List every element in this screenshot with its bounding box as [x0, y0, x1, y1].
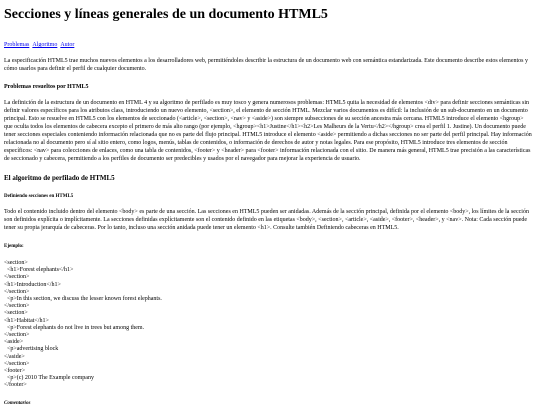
algorithm-paragraph: Todo el contenido incluido dentro del elemento <body> es parte de una sección. Las secciones en HTML5 pueden ser anidadas. Además de la sección principal, definida por el elemento <body>, los límites de la sección son definidos explícita o implícitamente. La secciones definidas explícitamente son el contenido definido en las etiquetas <body>, <section>, <article>, <aside>, <footer>, <header>, y <nav>. Nota: Cada sección puede tener su propia jerarquía de cabeceras. Por lo tanto, incluso una sección anidada puede tener un elemento <h1>. Consulte también Definiendo cabeceras en HTML5.	[4, 209, 529, 231]
nav-link-problems[interactable]: Problemas	[4, 42, 30, 48]
intro-paragraph: La especificación HTML5 trae muchos nuevos elementos a los desarrolladores web, permitiéndoles describir la estructura de un documento web con semántica estandarizada. Este documento describe estos elementos y cómo usarlos para definir el perfil de cualquier documento.	[4, 58, 528, 72]
example-label: Ejemplo:	[4, 244, 24, 249]
algorithm-heading: El algoritmo de perfilado de HTML5	[4, 174, 115, 182]
nav-link-author[interactable]: Autor	[60, 42, 75, 48]
comments-heading: Comentarios	[4, 400, 31, 406]
defining-sections-heading: Definiendo secciones en HTML5	[4, 194, 74, 199]
nav-links	[4, 41, 532, 49]
nav-link-algorithm[interactable]: Algoritmo	[32, 42, 58, 48]
problems-paragraph: La definición de la estructura de un documento en HTML 4 y su algoritmo de perfilado es muy tosco y genera numerosos problemas: HTML5 quita la necesidad de elementos <div> para definir secciones semánticas sin definir valores específicos para los atributos class, introduciendo un nuevo elemento, <section>, el elemento de sección HTML. Mezclar varios documentos es difícil: la inclusión de un sub-documento en un documento principal. Esto se resuelve en HTML5 con los elementos de seccionado (<article>, <section>, <nav> y <aside>) son siempre subsecciones de su sección ancestra más cercana. HTML5 introduce el elemento <hgroup> que oculta todos los elementos de cabecera excepto el primero de más alto rango (por ejemplo, <hgroup><h1>Justine</h1><h2>Les Malheurs de la Vertu</h2></hgroup> crea el perfil 1. Justine). Un documento puede tener secciones especiales conteniendo información relacionada que no es parte del flujo principal. HTML5 introduce el elemento <aside> permitiendo a dichas secciones no ser parte del perfil principal. Hay información relacionada no al documento pero sí al sitio entero, como logos, menús, tablas de contenidos, o información de derechos de autor y notas legales. Para ese propósito, HTML5 introduce tres elementos de sección específicos: <nav> para colecciones de enlaces, como una tabla de contenidos, <footer> y <header> para <footer> información relacionada con el sitio. De manera más general, HTML5 trae precisión a las características de seccionado y cabecera, permitiendo a los perfiles de documento ser predecibles y usados por el navegador para mejorar la experiencia de usuario.	[4, 100, 532, 162]
document-page	[4, 6, 532, 407]
page-title: Secciones y líneas generales de un documento HTML5	[4, 7, 328, 22]
example-code-block: <section> <h1>Forest elephants</h1> </section> <h1>Introduction</h1> </section> <p>In this section, we discuss the lesser known forest elephants. </section> <section> <h1>Habitat</h1> <p>Forest elephants do not live in trees but among them. </section> <aside> <p>advertising block </aside> </section> <footer> <p>(c) 2010 The Example company </footer>	[4, 260, 162, 389]
problems-heading: Problemas resueltos por HTML5	[4, 84, 89, 90]
